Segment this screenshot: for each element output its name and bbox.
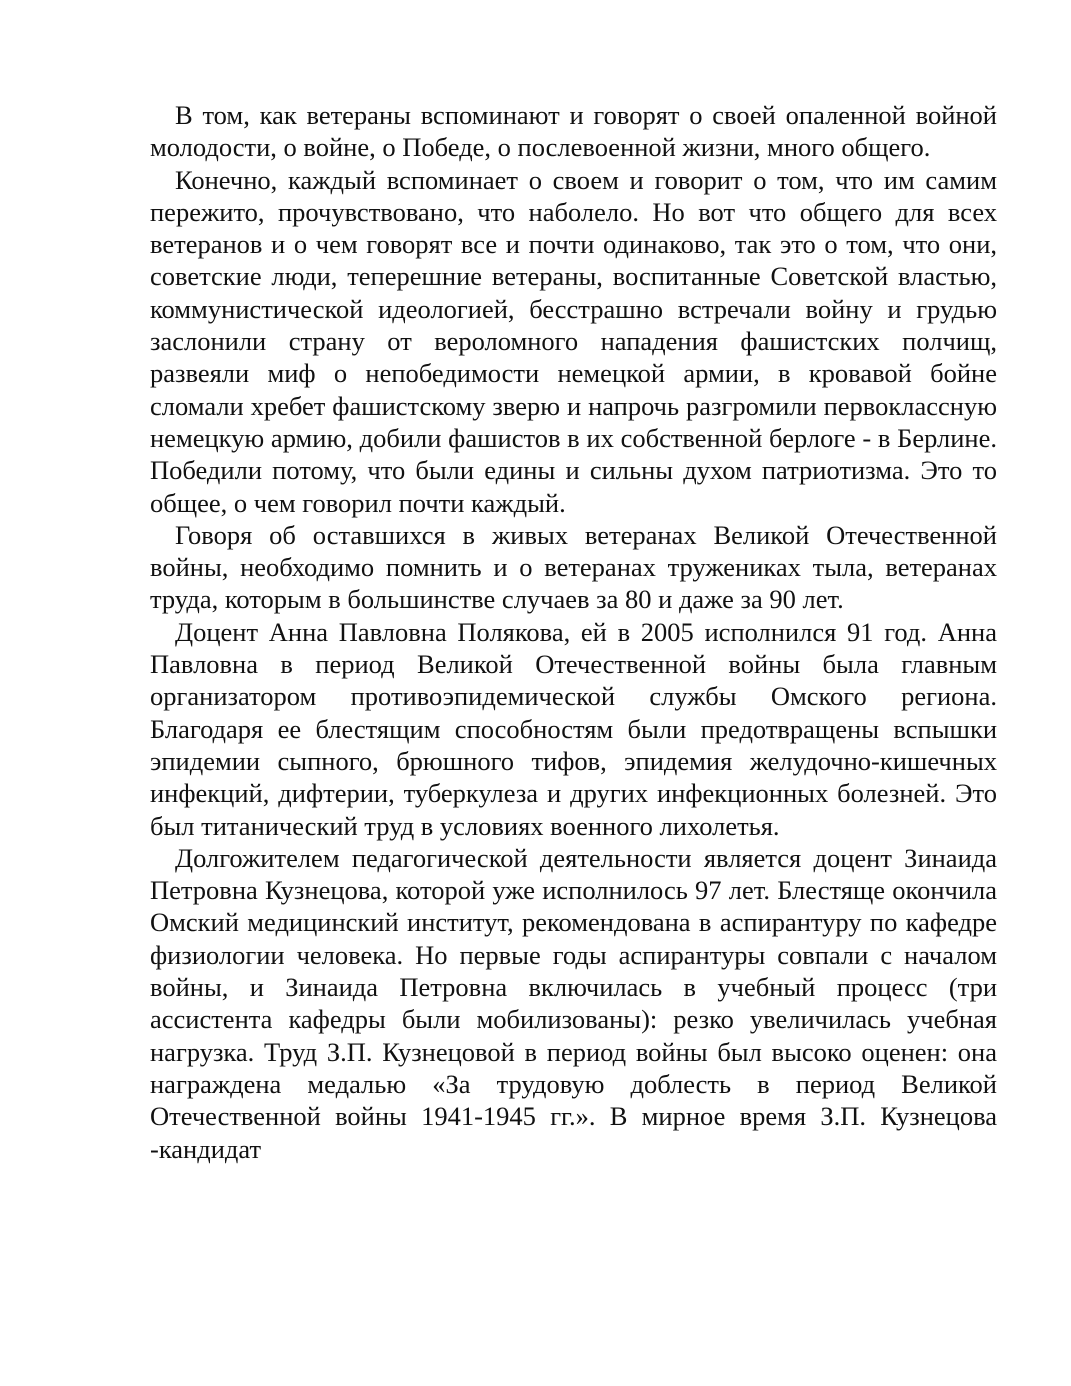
paragraph-common-themes: Конечно, каждый вспоминает о своем и говорит о том, что им самим пережито, прочувствовано, что наболело. Но вот что общего для всех ветеранов и о чем говорят все и почти одинаково, так это о том, что они, советские люди, теперешние ветераны, воспитанные Советской властью, коммунистической идеологией, бесстрашно встречали войну и грудью заслонили страну от вероломного нападения фашистских полчищ, развеяли миф о непобедимости немецкой армии, в кровавой бойне сломали хребет фашистскому зверю и напрочь разгромили первоклассную немецкую армию, добили фашистов в их собственной берлоге - в Берлине. Победили потому, что были едины и сильны духом патриотизма. Это то общее, о чем говорил почти каждый. bbox=[150, 164, 997, 518]
paragraph-polyakova: Доцент Анна Павловна Полякова, ей в 2005 исполнился 91 год. Анна Павловна в период Великой Отечественной войны была главным организатором противоэпидемической службы Омского региона. Благодаря ее блестящим способностям были предотвращены вспышки эпидемии сыпного, брюшного тифов, эпидемия желудочно-кишечных инфекций, дифтерии, туберкулеза и других инфекционных болезней. Это был титанический труд в условиях военного лихолетья. bbox=[150, 616, 997, 841]
paragraph-home-front-veterans: Говоря об оставшихся в живых ветеранах Великой Отечественной войны, необходимо помнить и о ветеранах тружениках тыла, ветеранах труда, которым в большинстве случаев за 80 и даже за 90 лет. bbox=[150, 519, 997, 615]
paragraph-veterans-memories: В том, как ветераны вспоминают и говорят о своей опаленной войной молодости, о войне, о Победе, о послевоенной жизни, много общего. bbox=[150, 100, 997, 163]
paragraph-kuznetsova: Долгожителем педагогической деятельности является доцент Зинаида Петровна Кузнецова, которой уже исполнилось 97 лет. Блестяще окончила Омский медицинский институт, рекомендована в аспирантуру по кафедре физиологии человека. Но первые годы аспирантуры совпали с началом войны, и Зинаида Петровна включилась в учебный процесс (три ассистента кафедры были мобилизованы): резко увеличилась учебная нагрузка. Труд З.П. Кузнецовой в период войны был высоко оценен: она награждена медалью «За трудовую доблесть в период Великой Отечественной войны 1941-1945 гг.». В мирное время З.П. Кузнецова -кандидат bbox=[150, 842, 997, 1164]
document-page bbox=[150, 99, 997, 1165]
